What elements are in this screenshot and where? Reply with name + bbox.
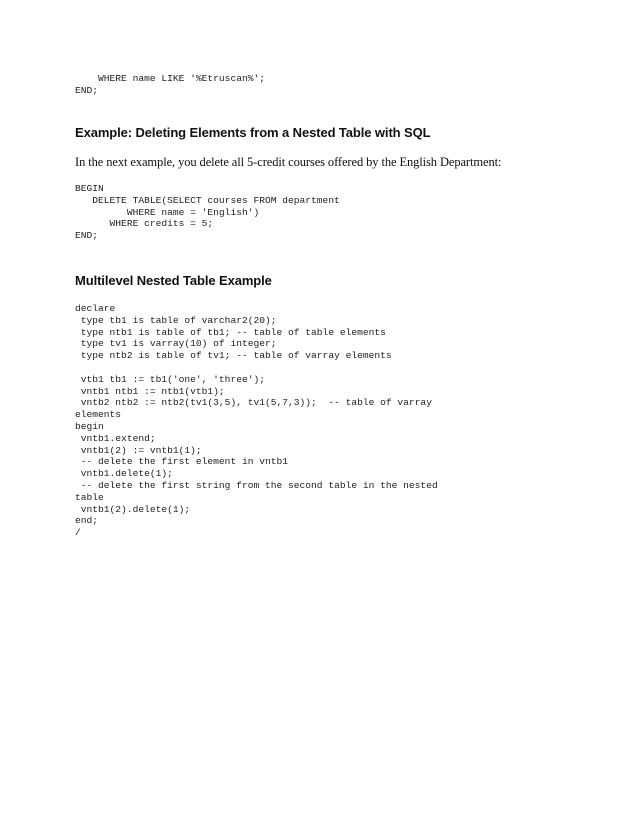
code-block-where-clause: WHERE name LIKE '%Etruscan%'; END; [75,73,265,96]
code-block-delete-table: BEGIN DELETE TABLE(SELECT courses FROM department WHERE name = 'English') WHERE credits = 5; END; [75,183,340,242]
code-block-multilevel: declare type tb1 is table of varchar2(20); type ntb1 is table of tb1; -- table of table elements type tv1 is varray(10) of integer; type ntb2 is table of tv1; -- table of varray elements vtb1 tb1 := tb1('one', 'three'); vntb1 ntb1 := ntb1(vtb1); vntb2 ntb2 := ntb2(tv1(3,5), tv1(5,7,3)); -- table of varray elements begin vntb1.extend; vntb1(2) := vntb1(1); -- delete the first element in vntb1 vntb1.delete(1); -- delete the first string from the second table in the nested table vntb1(2).delete(1); end; / [75,303,438,539]
section-intro-paragraph: In the next example, you delete all 5-credit courses offered by the English Department: [75,155,502,169]
section-heading-multilevel: Multilevel Nested Table Example [75,273,272,288]
section-heading-delete-elements: Example: Deleting Elements from a Nested Table with SQL [75,125,431,140]
